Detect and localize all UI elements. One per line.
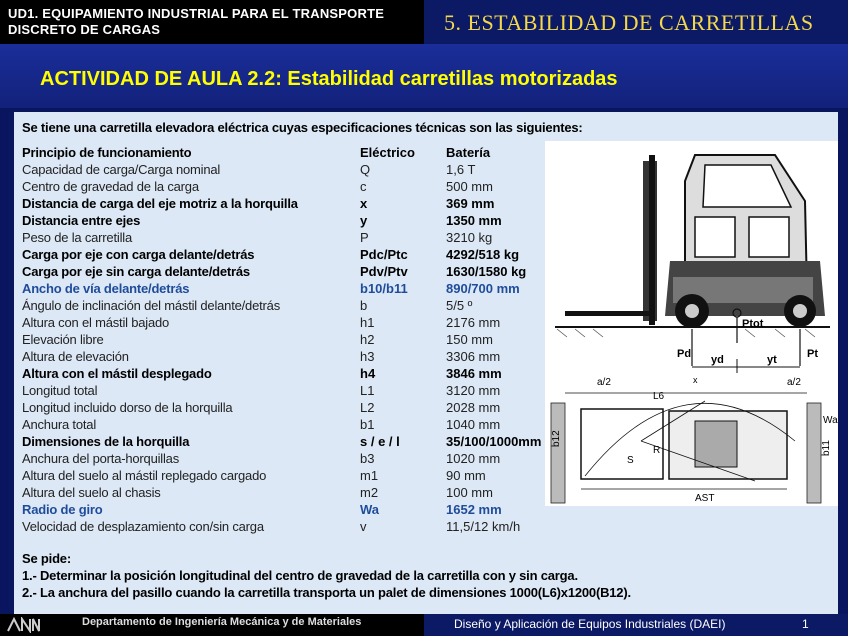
task-1: 1.- Determinar la posición longitudinal del centro de gravedad de la carretilla con y sin carga.: [22, 568, 578, 583]
spec-symbol: Pdv/Ptv: [360, 264, 408, 279]
spec-label: Altura del suelo al mástil replegado cargado: [22, 468, 267, 483]
spec-label: Altura de elevación: [22, 349, 129, 364]
spec-row: [22, 348, 552, 365]
spec-row: [22, 399, 552, 416]
label-r: R: [653, 445, 661, 456]
task-2: 2.- La anchura del pasillo cuando la carretilla transporta un palet de dimensiones 1000(L6)x1200(B12).: [22, 585, 631, 600]
spec-label: Ángulo de inclinación del mástil delante/detrás: [22, 298, 280, 313]
label-a2-left: a/2: [597, 377, 611, 388]
label-yt: yt: [767, 354, 777, 366]
label-b12: b12: [551, 430, 562, 447]
header-battery: Batería: [446, 145, 491, 160]
intro-text: Se tiene una carretilla elevadora eléctrica cuyas especificaciones técnicas son las siguientes:: [22, 120, 583, 135]
spec-label: Dimensiones de la horquilla: [22, 434, 190, 449]
spec-symbol: b10/b11: [360, 281, 408, 296]
forklift-diagram: [545, 141, 838, 506]
spec-value: 5/5 º: [446, 298, 473, 313]
spec-value: 1,6 T: [446, 162, 476, 177]
spec-symbol: h3: [360, 349, 375, 364]
spec-value: 2028 mm: [446, 400, 501, 415]
spec-label: Radio de giro: [22, 502, 103, 517]
course-name: Diseño y Aplicación de Equipos Industriales (DAEI): [454, 617, 726, 631]
specs-table: [22, 144, 552, 535]
spec-label: Carga por eje con carga delante/detrás: [22, 247, 255, 262]
label-a2-right: a/2: [787, 377, 801, 388]
spec-symbol: y: [360, 213, 368, 228]
spec-row: [22, 518, 552, 535]
spec-row: [22, 382, 552, 399]
spec-value: 1652 mm: [446, 502, 502, 517]
spec-value: 1040 mm: [446, 417, 501, 432]
spec-symbol: c: [360, 179, 367, 194]
spec-symbol: x: [360, 196, 368, 211]
spec-value: 90 mm: [446, 468, 486, 483]
tasks: [22, 550, 631, 601]
spec-symbol: h1: [360, 315, 375, 330]
spec-row: [22, 484, 552, 501]
spec-value: 1630/1580 kg: [446, 264, 527, 279]
spec-value: 1350 mm: [446, 213, 502, 228]
spec-value: 11,5/12 km/h: [446, 519, 521, 534]
unit-title-line2: DISCRETO DE CARGAS: [8, 22, 161, 37]
spec-row: [22, 263, 552, 280]
spec-label: Carga por eje sin carga delante/detrás: [22, 264, 250, 279]
spec-symbol: s / e / l: [360, 434, 400, 449]
spec-label: Elevación libre: [22, 332, 104, 347]
activity-title: ACTIVIDAD DE AULA 2.2: Estabilidad carretillas motorizadas: [40, 68, 618, 90]
spec-row: [22, 212, 552, 229]
spec-row: [22, 297, 552, 314]
label-yd: yd: [711, 354, 724, 366]
spec-value: 150 mm: [446, 332, 493, 347]
footer-right-panel: [424, 614, 848, 636]
spec-row: [22, 178, 552, 195]
university-logo: [6, 617, 46, 633]
spec-symbol: b: [360, 298, 368, 313]
unit-title: [8, 6, 418, 38]
spec-symbol: L2: [360, 400, 375, 415]
spec-symbol: P: [360, 230, 369, 245]
spec-value: 4292/518 kg: [446, 247, 520, 262]
label-ast: AST: [695, 493, 715, 504]
spec-symbol: b1: [360, 417, 375, 432]
spec-symbol: h4: [360, 366, 376, 381]
spec-label: Longitud total: [22, 383, 98, 398]
chapter-panel: [424, 0, 848, 44]
spec-value: 3846 mm: [446, 366, 502, 381]
spec-row: [22, 467, 552, 484]
spec-symbol: Pdc/Ptc: [360, 247, 408, 262]
forklift-drawing: [545, 141, 838, 506]
header-principle: Principio de funcionamiento: [22, 145, 192, 160]
spec-row: [22, 246, 552, 263]
spec-symbol: m1: [360, 468, 379, 483]
spec-label: Altura del suelo al chasis: [22, 485, 161, 500]
label-wa: Wa: [823, 415, 838, 426]
spec-value: 369 mm: [446, 196, 495, 211]
spec-value: 3306 mm: [446, 349, 501, 364]
spec-row: [22, 314, 552, 331]
department-name: Departamento de Ingeniería Mecánica y de Materiales: [82, 616, 362, 628]
spec-symbol: v: [360, 519, 367, 534]
spec-label: Anchura total: [22, 417, 97, 432]
spec-symbol: L1: [360, 383, 375, 398]
page-number: 1: [802, 617, 809, 631]
tasks-heading: Se pide:: [22, 551, 71, 566]
header-electric: Eléctrico: [360, 145, 415, 160]
spec-row: [22, 501, 552, 518]
spec-row: [22, 365, 552, 382]
spec-row: [22, 229, 552, 246]
spec-symbol: b3: [360, 451, 375, 466]
spec-value: 100 mm: [446, 485, 493, 500]
spec-label: Distancia de carga del eje motriz a la horquilla: [22, 196, 298, 211]
spec-label: Altura con el mástil bajado: [22, 315, 170, 330]
chapter-title: 5. ESTABILIDAD DE CARRETILLAS: [444, 10, 814, 35]
label-pt: Pt: [807, 348, 818, 360]
spec-symbol: Wa: [360, 502, 380, 517]
title-band: [0, 44, 848, 108]
spec-row: [22, 161, 552, 178]
spec-label: Velocidad de desplazamiento con/sin carga: [22, 519, 264, 534]
label-s: S: [627, 455, 634, 466]
top-bar: [0, 0, 848, 44]
label-x: x: [693, 375, 698, 385]
spec-row: [22, 195, 552, 212]
spec-row: [22, 450, 552, 467]
spec-row: [22, 331, 552, 348]
spec-label: Anchura del porta-horquillas: [22, 451, 179, 466]
spec-symbol: h2: [360, 332, 375, 347]
label-pd: Pd: [677, 348, 692, 360]
spec-value: 3210 kg: [446, 230, 493, 245]
spec-value: 3120 mm: [446, 383, 501, 398]
spec-row: [22, 280, 552, 297]
spec-label: Capacidad de carga/Carga nominal: [22, 162, 221, 177]
spec-row: [22, 416, 552, 433]
label-b11: b11: [821, 440, 832, 456]
footer: [0, 614, 848, 636]
specs-header-row: [22, 144, 552, 161]
spec-symbol: m2: [360, 485, 379, 500]
spec-value: 500 mm: [446, 179, 493, 194]
spec-label: Distancia entre ejes: [22, 213, 141, 228]
spec-symbol: Q: [360, 162, 371, 177]
label-l6: L6: [653, 391, 665, 402]
spec-value: 2176 mm: [446, 315, 501, 330]
unit-title-line1: UD1. EQUIPAMIENTO INDUSTRIAL PARA EL TRANSPORTE: [8, 6, 385, 21]
spec-value: 890/700 mm: [446, 281, 520, 296]
spec-value: 35/100/1000mm: [446, 434, 542, 449]
spec-value: 1020 mm: [446, 451, 501, 466]
spec-label: Peso de la carretilla: [22, 230, 132, 245]
spec-row: [22, 433, 552, 450]
spec-label: Centro de gravedad de la carga: [22, 179, 199, 194]
spec-label: Altura con el mástil desplegado: [22, 366, 212, 381]
label-ptot: Ptot: [742, 318, 764, 330]
spec-label: Longitud incluido dorso de la horquilla: [22, 400, 233, 415]
spec-label: Ancho de vía delante/detrás: [22, 281, 190, 296]
